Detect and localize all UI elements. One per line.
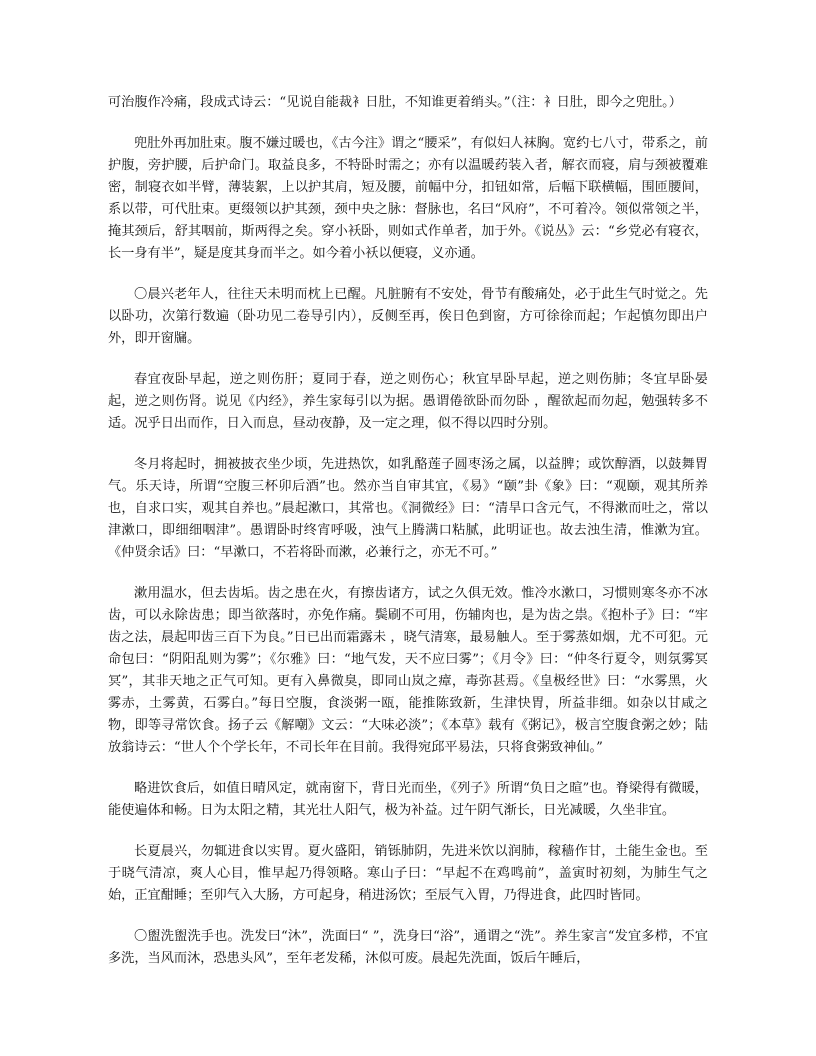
paragraph-6: 漱用温水，但去齿垢。齿之患在火，有擦齿诸方，试之久俱无效。惟冷水漱口，习惯则寒冬亦不冰齿，可以永除齿患；即当欲落时，亦免作痛。鬓刷不可用，伤辅肉也，是为齿之祟。《抱朴子》曰：“牢齿之法，晨起叩齿三百下为良。”日已出而霜露未 ，晓气清寒，最易触人。至于雾蒸如烟，尤不可犯。元命包曰：“阴阳乱则为雾”；《尔雅》曰：“地气发，天不应曰雾”；《月令》曰：“仲冬行夏令，则氛雾冥冥”，其非天地之正气可知。更有入鼻微臭，即同山岚之瘴，毒弥甚焉。《皇极经世》曰：“水雾黑，火雾赤，土雾黄，石雾白。”每日空腹，食淡粥一瓯，能推陈致新，生津快胃，所益非细。如杂以甘咸之物，即等寻常饮食。扬子云《解嘲》文云：“大味必淡”；《本草》载有《粥记》，极言空腹食粥之妙；陆放翁诗云：“世人个个学长年，不司长年在目前。我得宛邱平易法，只将食粥致神仙。” [108, 586, 708, 755]
paragraph-1: 可治腹作冷痛，段成式诗云：“见说自能裁衤日肚，不知谁更着绡头。”（注：衤日肚，即今之兜肚。） [108, 95, 682, 110]
paragraph-4: 春宜夜卧早起，逆之则伤肝；夏同于春，逆之则伤心；秋宜早卧早起，逆之则伤肺；冬宜早卧晏起，逆之则伤肾。说见《内经》，养生家每引以为据。愚谓倦欲卧而勿卧 ，醒欲起而勿起，勉强转多不适。况乎日出而作，日入而息，昼动夜静，及一定之理，似不得以四时分别。 [108, 372, 708, 431]
paragraph-9: 〇盥洗盥洗手也。洗发曰“沐”，洗面曰“ ”，洗身曰“浴”，通谓之“洗”。养生家言“发宜多栉，不宜多洗，当风而沐，恐患头风”，至年老发稀，沐似可废。晨起先洗面，饭后午睡后， [108, 929, 708, 966]
paragraph-3: 〇晨兴老年人，往往天未明而枕上已醒。凡脏腑有不安处，骨节有酸痛处，必于此生气时觉之。先以卧功，次第行数遍（卧功见二卷导引内），反侧至再，俟日色到窗，方可徐徐而起；乍起慎勿即出户外，即开窗牖。 [108, 287, 708, 346]
paragraph-8: 长夏晨兴，勿辄进食以实胃。夏火盛阳，销铄肺阴，先进米饮以润肺，稼穑作甘，土能生金也。至于晓气清凉，爽人心目，惟早起乃得领略。寒山子曰：“早起不在鸡鸣前”，盖寅时初刻，为肺生气之始，正宜酣睡；至卯气入大肠，方可起身，稍进汤饮；至辰气入胃，乃得进食，此四时皆同。 [108, 844, 708, 903]
paragraph-5: 冬月将起时，拥被披衣坐少顷，先进热饮，如乳酪莲子圆枣汤之属，以益脾；或饮醇酒，以鼓舞胃气。乐天诗，所谓“空腹三杯卯后酒”也。然亦当自审其宜，《易》“颐”卦《象》曰：“观颐，观其所养也，自求口实，观其自养也。”晨起漱口，其常也。《洞微经》曰：“清旱口含元气，不得漱而吐之，常以津漱口，即细细咽津”。愚谓卧时终宵呼吸，浊气上腾满口粘腻，此明证也。故去浊生清，惟漱为宜。《仲贤余话》曰：“早漱口，不若将卧而漱，必兼行之，亦无不可。” [108, 457, 708, 560]
paragraph-7: 略进饮食后，如值日晴风定，就南窗下，背日光而坐，《列子》所谓“负日之暄”也。脊梁得有微暖，能使遍体和畅。日为太阳之精，其光壮人阳气，极为补益。过午阴气渐长，日光减暖，久坐非宜。 [108, 781, 708, 818]
paragraph-2: 兜肚外再加肚束。腹不嫌过暖也，《古今注》谓之“腰采”，有似妇人袜胸。宽约七八寸，带系之，前护腹，旁护腰，后护命门。取益良多，不特卧时需之；亦有以温暖药装入者，解衣而寝，肩与颈被覆难密，制寝衣如半臂，薄装絮，上以护其肩，短及腰，前幅中分，扣钮如常，后幅下联横幅，围匝腰间，系以带，可代肚束。更缀领以护其颈，颈中央之脉：督脉也，名曰“风府”，不可着冷。领似常领之半，掩其颈后，舒其咽前，斯两得之矣。穿小袄卧，则如式作单者，加于外。《说丛》云：“乡党必有寝衣，长一身有半”，疑是度其身而半之。如今着小袄以便寝，义亦通。 [108, 136, 708, 261]
document-page [108, 92, 708, 989]
